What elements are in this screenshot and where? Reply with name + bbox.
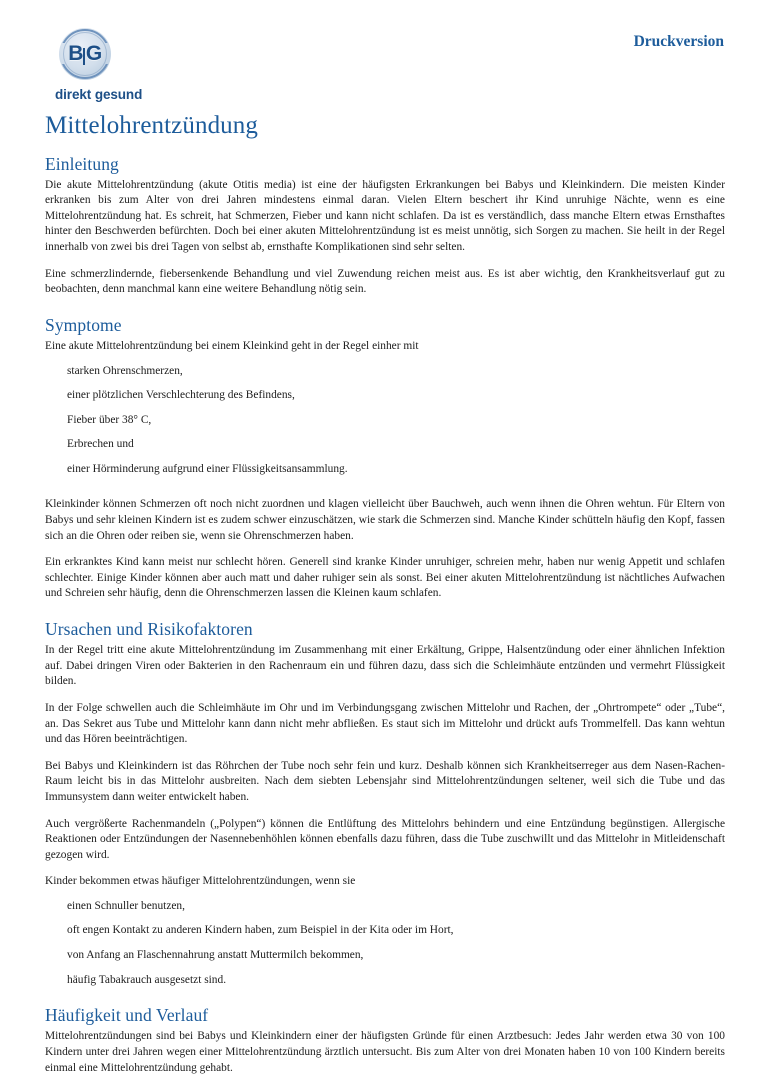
list-item: einer Hörminderung aufgrund einer Flüssigkeitsansammlung. — [67, 462, 348, 475]
paragraph: Auch vergrößerte Rachenmandeln („Polypen“) können die Entlüftung des Mittelohrs behindern und eine Entzündung begünstigen. Allergische Reaktionen oder Entzündungen der Nasennebenhöhlen können ebenfalls dazu führen, dass die Tube zuschwillt und das Mittelohr in Mitleidenschaft gezogen wird. — [45, 817, 725, 861]
list-lead-in: Eine akute Mittelohrentzündung bei einem Kleinkind geht in der Regel einher mit — [45, 339, 419, 352]
list-item: von Anfang an Flaschennahrung anstatt Muttermilch bekommen, — [67, 949, 364, 962]
list-item: einen Schnuller benutzen, — [67, 899, 185, 912]
paragraph: Eine schmerzlindernde, fiebersenkende Behandlung und viel Zuwendung reichen meist aus. Es ist aber wichtig, den Krankheitsverlauf gut zu beobachten, denn manchmal kann eine weitere Behandlung nötig sein. — [45, 267, 725, 296]
print-version-label: Druckversion — [633, 33, 724, 50]
paragraph: Die akute Mittelohrentzündung (akute Otitis media) ist eine der häufigsten Erkrankungen bei Babys und Kleinkindern. Die meisten Kinder erkranken bis zum Alter von drei Jahren mindestens einmal daran. Vielen Eltern beschert ihr Kind unruhige Nächte, wenn es eine Mittelohrentzündung hat. Es schreit, hat Schmerzen, Fieber und kann nicht schlafen. Da ist es verständlich, dass manche Eltern etwas Ernsthaftes hinter den Beschwerden befürchten. Doch bei einer akuten Mittelohrentzündung ist es meist unnötig, sich Sorgen zu machen. Sie heilt in der Regel innerhalb von zwei bis drei Tagen von selbst ab, ernsthafte Komplikationen sind sehr selten. — [45, 178, 725, 253]
paragraph: Kleinkinder können Schmerzen oft noch nicht zuordnen und klagen vielleicht über Bauchweh, auch wenn ihnen die Ohren wehtun. Für Eltern von Babys und sehr kleinen Kindern ist es zudem schwer einzuschätzen, wie stark die Schmerzen sind. Manche Kinder schütteln häufig den Kopf, fassen sich an die Ohren oder reiben sie, wenn sie Ohrenschmerzen haben. — [45, 498, 725, 542]
risk-factor-list — [45, 899, 725, 988]
big-logo — [55, 28, 175, 102]
logo-letter-g: G — [85, 42, 102, 65]
paragraph: Bei Babys und Kleinkindern ist das Röhrchen der Tube noch sehr fein und kurz. Deshalb können sich Krankheitserreger aus dem Nasen-Rachen-Raum leicht bis in das Mittelohr ausbreiten. Nach dem siebten Lebensjahr sind Mittelohrentzündungen seltener, weil sich die Tube und das Immunsystem dann weiter entwickelt haben. — [45, 759, 725, 803]
list-item: einer plötzlichen Verschlechterung des Befindens, — [67, 389, 295, 402]
logo-wordmark — [59, 28, 111, 80]
paragraph: In der Regel tritt eine akute Mittelohrentzündung im Zusammenhang mit einer Erkältung, Grippe, Halsentzündung oder einer ähnlichen Infektion auf. Dabei dringen Viren oder Bakterien in den Rachenraum ein und führen dazu, dass sich die Schleimhäute entzünden und vermehrt Flüssigkeit bilden. — [45, 644, 725, 688]
list-item: Fieber über 38° C, — [67, 413, 152, 426]
list-item: häufig Tabakrauch ausgesetzt sind. — [67, 973, 227, 986]
page-header — [0, 0, 768, 112]
paragraph: Ein erkranktes Kind kann meist nur schlecht hören. Generell sind kranke Kinder unruhiger, schreien mehr, haben nur wenig Appetit und schlafen schlechter. Einige Kinder können aber auch matt und daher ruhiger sein als sonst. Bei einer akuten Mittelohrentzündung ist nächtliches Aufwachen und Schreien sehr häufig, denn die Ohrenschmerzen lassen die Kleinen kaum schlafen. — [45, 556, 725, 600]
logo-divider-bar — [83, 48, 85, 65]
page-title: Mittelohrentzündung — [45, 112, 258, 139]
logo-mark-icon — [59, 28, 113, 80]
section-heading-einleitung: Einleitung — [45, 153, 119, 174]
document-content — [0, 112, 768, 1076]
section-heading-ursachen-und-risikofaktoren: Ursachen und Risikofaktoren — [45, 619, 253, 640]
logo-tagline: direkt gesund — [55, 87, 143, 102]
section-heading-symptome: Symptome — [45, 314, 122, 335]
symptom-list — [45, 364, 725, 478]
paragraph: Mittelohrentzündungen sind bei Babys und Kleinkindern einer der häufigsten Gründe für einen Arztbesuch: Jedes Jahr werden etwa 30 von 100 Kindern unter drei Jahren wegen einer Mittelohrentzündung ärztlich untersucht. Bis zum Alter von drei Monaten haben 10 von 100 Kindern bereits einmal eine Mittelohrentzündung gehabt. — [45, 1030, 725, 1074]
paragraph: In der Folge schwellen auch die Schleimhäute im Ohr und im Verbindungsgang zwischen Mittelohr und Rachen, der „Ohrtrompete“ oder „Tube“, an. Das Sekret aus Tube und Mittelohr kann dann nicht mehr abfließen. Es staut sich im Mittelohr und drückt aufs Trommelfell. Das kann wehtun und das Hören beeinträchtigen. — [45, 701, 725, 746]
list-lead-in: Kinder bekommen etwas häufiger Mittelohrentzündungen, wenn sie — [45, 875, 356, 888]
logo-letter-b: B — [68, 42, 83, 65]
spacer — [45, 488, 725, 497]
list-item: starken Ohrenschmerzen, — [67, 364, 183, 377]
section-heading-haeufigkeit-und-verlauf: Häufigkeit und Verlauf — [45, 1005, 209, 1026]
list-item: oft engen Kontakt zu anderen Kindern haben, zum Beispiel in der Kita oder im Hort, — [67, 924, 454, 937]
list-item: Erbrechen und — [67, 438, 134, 451]
